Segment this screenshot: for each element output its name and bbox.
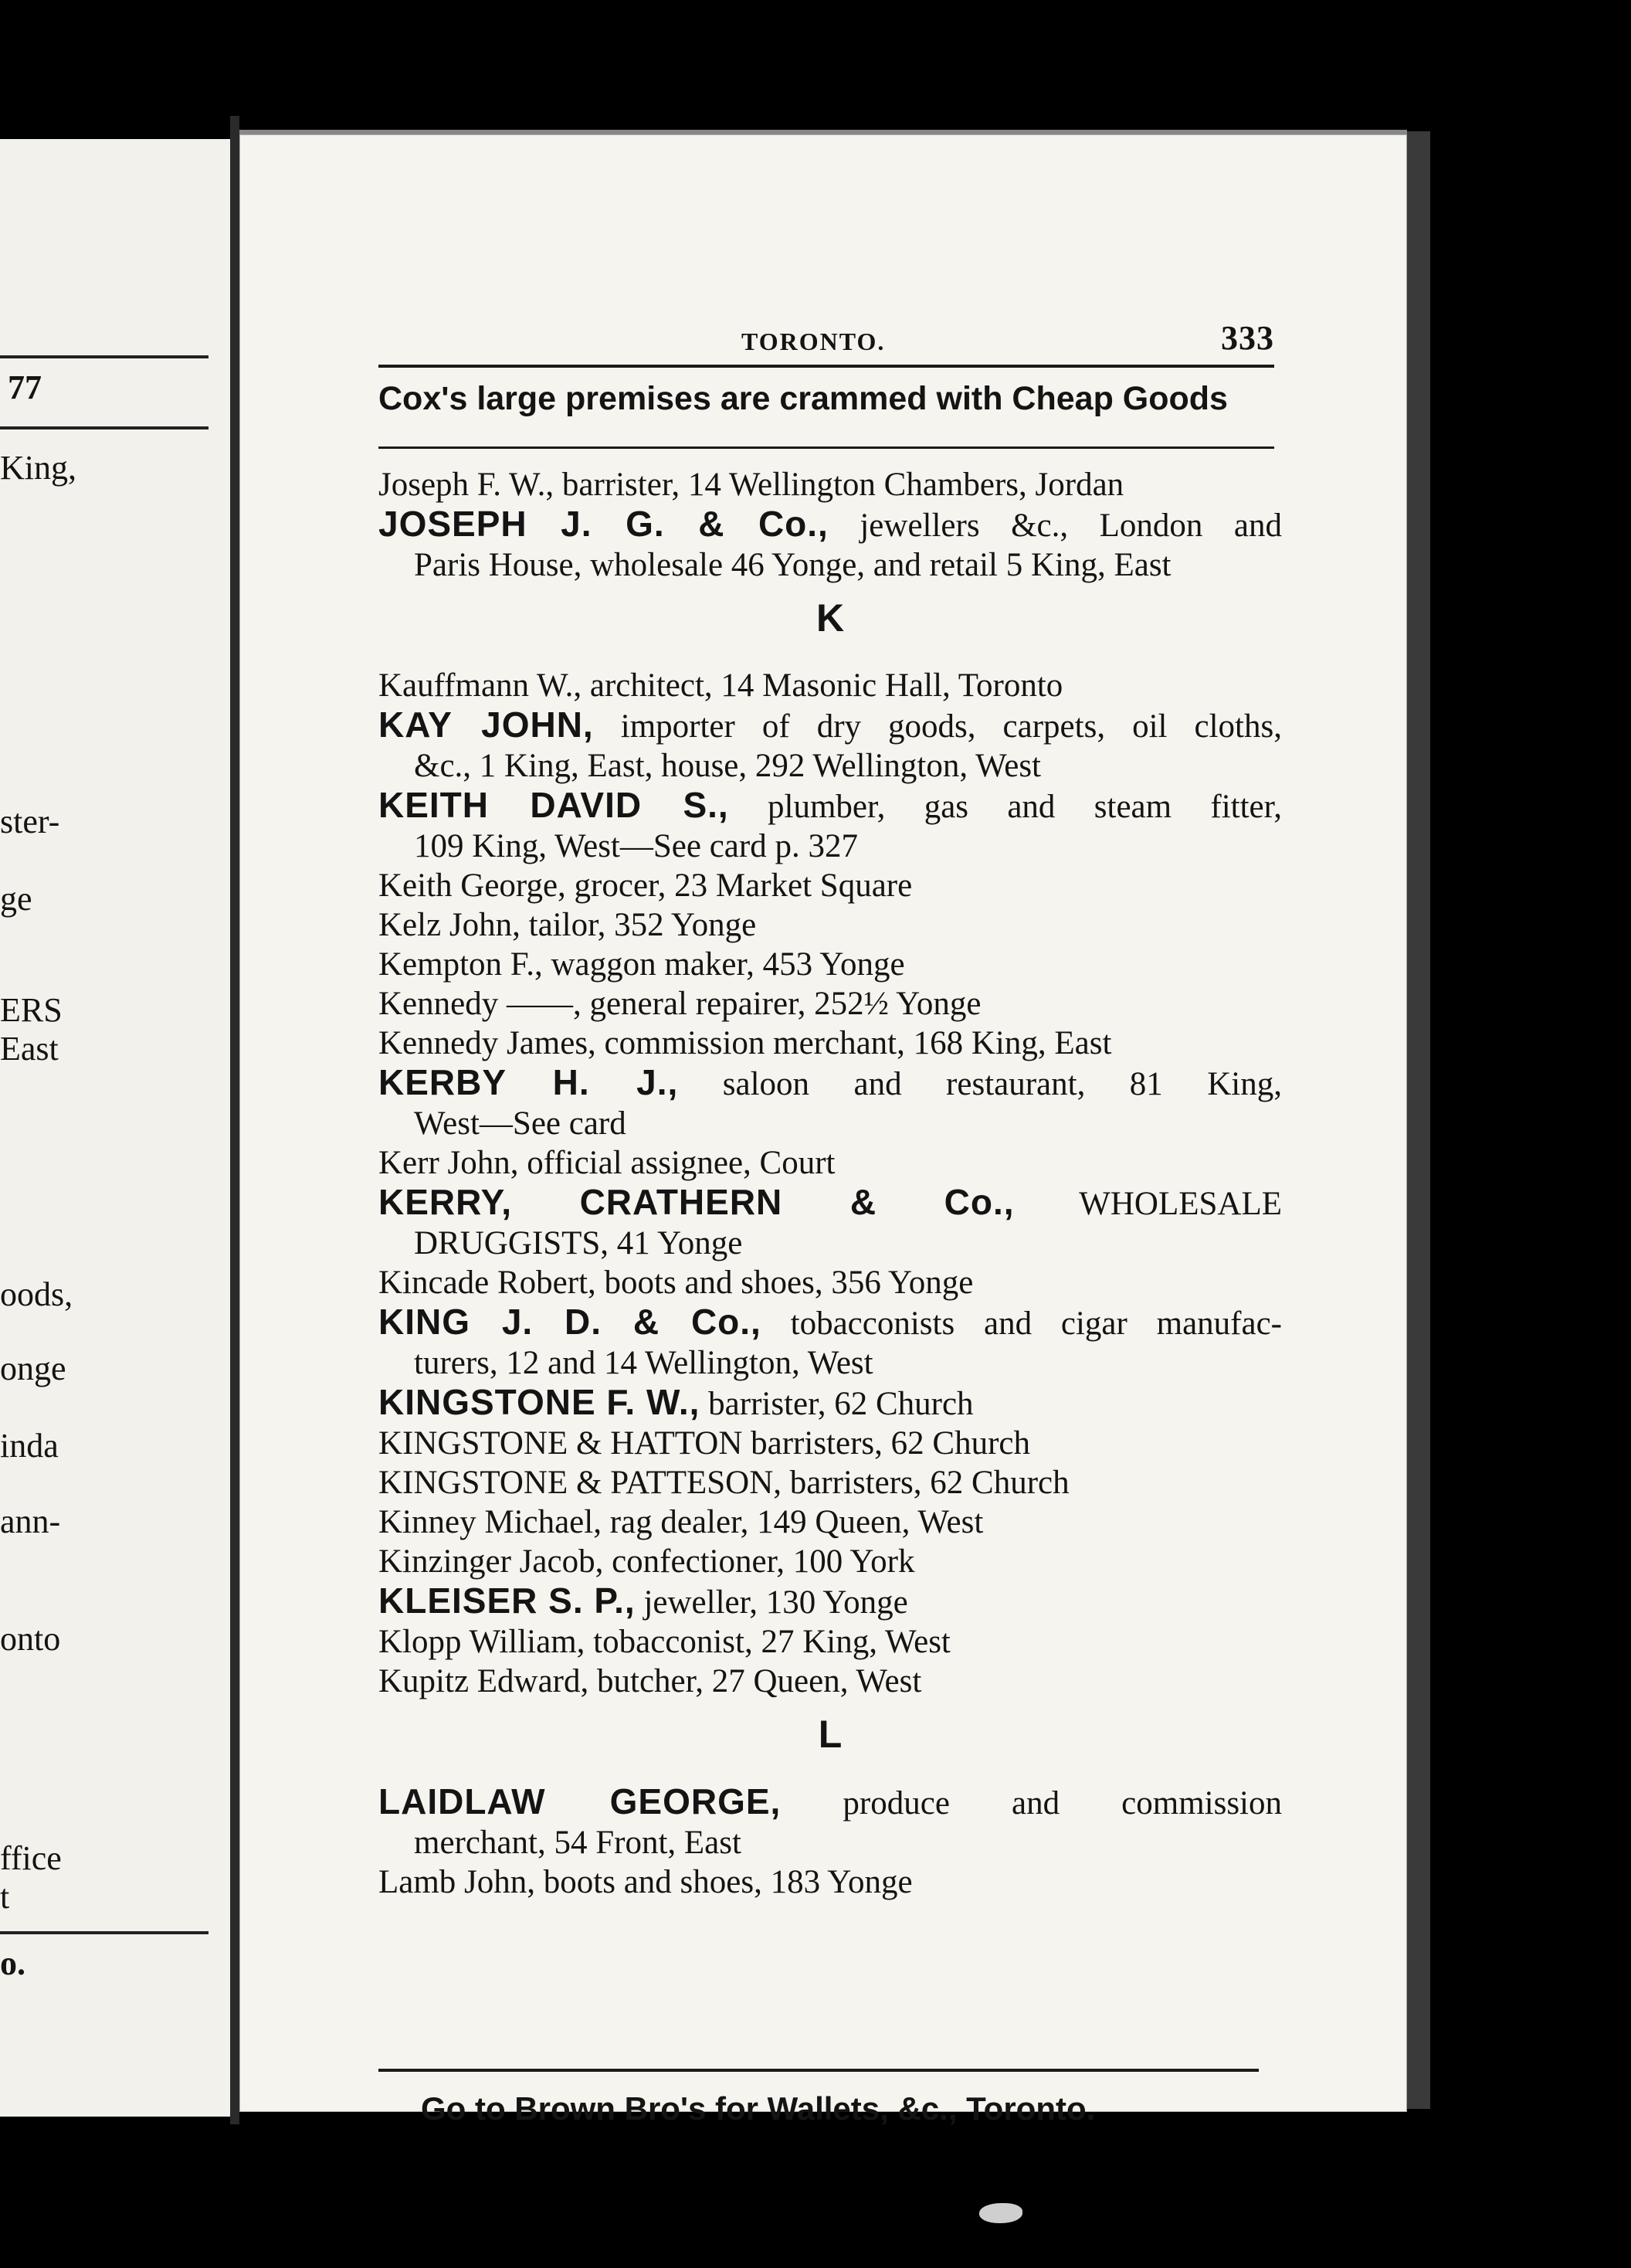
top-advertisement-banner: Cox's large premises are crammed with Cheap Goods [378,380,1228,417]
directory-entry [378,1383,1282,1424]
directory-entry [378,1063,1282,1143]
left-facing-page [0,139,230,2117]
directory-entry [378,1424,1282,1463]
directory-entry [378,866,1282,905]
left-page-fragment: inda [0,1427,59,1465]
entry-text: Lamb John, boots and shoes, 183 Yonge [378,1864,913,1900]
entry-text: Kerr John, official assignee, Court [378,1145,836,1181]
entry-continuation: DRUGGISTS, 41 Yonge [414,1225,743,1261]
directory-entry [378,705,1282,786]
bottom-advertisement-banner: Go to Brown Bro's for Wallets, &c., Toronto. [421,2090,1096,2127]
entry-text: importer of dry goods, carpets, oil cloths, [593,708,1282,745]
entry-first-line [378,705,1282,746]
entry-name: KEITH DAVID S., [378,785,729,825]
directory-entry [378,1581,1282,1622]
left-page-fragment: onto [0,1620,61,1658]
directory-entry [378,504,1282,585]
book-gutter [230,116,239,2124]
book-edge [1407,131,1430,2109]
left-page-fragment: ERS [0,991,63,1029]
entry-text: Klopp William, tobacconist, 27 King, West [378,1624,951,1660]
entry-name: KINGSTONE F. W., [378,1382,700,1422]
left-page-fragment: ffice [0,1839,62,1877]
directory-entry [378,945,1282,984]
entry-text: Kinzinger Jacob, confectioner, 100 York [378,1543,915,1580]
entry-continuation: 109 King, West—See card p. 327 [414,828,858,864]
entry-text: Kelz John, tailor, 352 Yonge [378,907,757,943]
entry-first-line [378,1782,1282,1823]
directory-entry [378,1463,1282,1502]
left-page-fragment: ge [0,880,32,918]
directory-entry [378,1183,1282,1263]
entry-first-line [378,1302,1282,1343]
left-page-fragment: oods, [0,1275,73,1313]
left-page-fragment: ster- [0,803,60,840]
directory-entry [378,1542,1282,1581]
left-page-header-rule [0,426,209,429]
directory-entry [378,984,1282,1024]
left-page-bottom-rule [0,1931,209,1934]
directory-entry [378,666,1282,705]
entry-first-line [378,786,1282,827]
entry-text: Kauffmann W., architect, 14 Masonic Hall, Toronto [378,667,1063,704]
directory-entry [378,1302,1282,1383]
running-title: TORONTO. [741,328,886,355]
section-letter-l: L [818,1713,843,1756]
directory-entry [378,1662,1282,1701]
left-page-fragment: ann- [0,1502,61,1540]
directory-entry [378,905,1282,945]
left-page-fragment: o. [0,1944,25,1982]
entry-text: jeweller, 130 Yonge [635,1584,908,1621]
entry-name: LAIDLAW GEORGE, [378,1781,782,1822]
entry-text: jewellers &c., London and [828,508,1282,544]
entry-text: saloon and restaurant, 81 King, [678,1066,1283,1102]
entry-continuation: West—See card [414,1105,626,1142]
left-page-top-rule [0,355,209,358]
left-page-fragment: t [0,1878,10,1916]
section-letter-k: K [816,596,845,640]
left-page-fragment: King, [0,449,76,487]
left-page-fragment: onge [0,1350,66,1387]
entry-text: Kempton F., waggon maker, 453 Yonge [378,946,905,983]
entries-before-k [378,465,1282,585]
entry-name: KAY JOHN, [378,705,594,745]
footer-rule [378,2069,1259,2072]
entry-text: Kinney Michael, rag dealer, 149 Queen, West [378,1504,984,1540]
left-page-fragment: East [0,1030,59,1068]
entry-continuation: Paris House, wholesale 46 Yonge, and retail 5 King, East [414,547,1172,583]
entry-text: KINGSTONE & PATTESON, barristers, 62 Church [378,1465,1070,1501]
entry-name: JOSEPH J. G. & Co., [378,504,829,544]
directory-entry [378,1622,1282,1662]
entries-k [378,666,1282,1701]
entry-text: barrister, 62 Church [700,1386,974,1422]
entry-first-line [378,1063,1282,1104]
entry-text: KINGSTONE & HATTON barristers, 62 Church [378,1425,1030,1462]
entry-text: plumber, gas and steam fitter, [728,789,1282,825]
entry-continuation: merchant, 54 Front, East [414,1825,741,1861]
directory-entry [378,465,1282,504]
directory-page [239,130,1407,2127]
entry-continuation: &c., 1 King, East, house, 292 Wellington, West [414,748,1042,784]
entry-text: Kennedy James, commission merchant, 168 King, East [378,1025,1112,1061]
entry-text: Keith George, grocer, 23 Market Square [378,867,913,904]
directory-entry [378,1782,1282,1862]
directory-listings [378,465,1282,1902]
entry-text: produce and commission [781,1785,1283,1822]
entry-continuation: turers, 12 and 14 Wellington, West [414,1345,873,1381]
entry-text: Kupitz Edward, butcher, 27 Queen, West [378,1663,922,1699]
left-page-number: 77 [8,368,42,406]
scan-speck [979,2203,1022,2223]
entry-first-line [378,504,1282,545]
entry-text: Kennedy ——, general repairer, 252½ Yonge [378,986,982,1022]
directory-entry [378,1024,1282,1063]
entry-text: Kincade Robert, boots and shoes, 356 Yonge [378,1265,974,1301]
entry-text: Joseph F. W., barrister, 14 Wellington Chambers, Jordan [378,467,1124,503]
directory-entry [378,1143,1282,1183]
entry-first-line [378,1183,1282,1224]
entries-l [378,1782,1282,1902]
entry-name: KERBY H. J., [378,1062,679,1102]
entry-text: tobacconists and cigar manufac- [761,1305,1282,1342]
directory-entry [378,1263,1282,1302]
banner-rule [378,446,1274,449]
entry-name: KERRY, CRATHERN & Co., [378,1182,1015,1222]
directory-entry [378,1502,1282,1542]
header-rule [378,365,1274,368]
page-number: 333 [1221,319,1274,357]
directory-entry [378,1862,1282,1902]
entry-text: WHOLESALE [1014,1186,1282,1222]
directory-entry [378,786,1282,866]
entry-name: KING J. D. & Co., [378,1302,761,1342]
entry-name: KLEISER S. P., [378,1580,636,1621]
